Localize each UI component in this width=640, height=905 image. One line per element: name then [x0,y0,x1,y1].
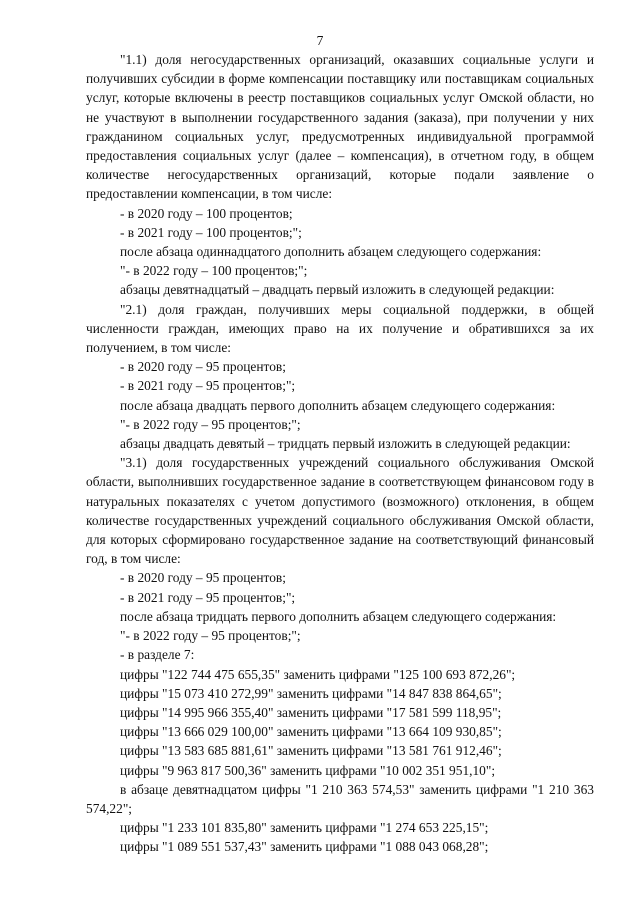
list-item-2021: - в 2021 году – 95 процентов;"; [120,378,296,394]
list-item-2022: "- в 2022 году – 95 процентов;"; [120,628,301,644]
paragraph-3-1: "3.1) доля государственных учреждений социального обслуживания Омской области, выполнивших государственное задание в соответствующем финансовом году в натуральных показателях с учетом допустимого (возможного) отклонения, в общем количестве государственных учреждений социального обслуживания Омской области, для которых сформировано государственное задание на соответствующий финансовый год, в том числе: [86,455,594,567]
page-number: 7 [316,33,324,48]
replacement-line: цифры "13 666 029 100,00" заменить цифрами "13 664 109 930,85"; [120,724,502,740]
instruction-paragraph: после абзаца тридцать первого дополнить абзацем следующего содержания: [120,608,557,624]
list-item-2020: - в 2020 году – 95 процентов; [120,359,286,375]
replacement-paragraph: в абзаце девятнадцатом цифры "1 210 363 574,53" заменить цифрами "1 210 363 574,22"; [86,781,594,816]
paragraph-1-1: "1.1) доля негосударственных организаций, оказавших социальные услуги и получивших субсидии в форме компенсации поставщику или поставщикам социальных услуг, которые включены в реестр поставщиков социальных услуг Омской области, но не участвуют в выполнении государственного задания (заказа), при получении у них гражданином социальных услуг, предусмотренных индивидуальной программой предоставления социальных услуг (далее – компенсация), в отчетном году, в общем количестве негосударственных организаций, которые подали заявление о предоставлении компенсации, в том числе: [86,52,594,202]
replacement-line: цифры "14 995 966 355,40" заменить цифрами "17 581 599 118,95"; [120,704,502,720]
replacement-line: цифры "15 073 410 272,99" заменить цифрами "14 847 838 864,65"; [120,685,502,701]
list-item-2020: - в 2020 году – 100 процентов; [120,205,293,221]
replacement-line: цифры "122 744 475 655,35" заменить цифрами "125 100 693 872,26"; [120,666,516,682]
instruction-paragraph: абзацы девятнадцатый – двадцать первый изложить в следующей редакции: [120,282,555,298]
list-item-2022: "- в 2022 году – 95 процентов;"; [120,416,301,432]
instruction-paragraph: абзацы двадцать девятый – тридцать первый изложить в следующей редакции: [120,436,571,452]
list-item-2022: "- в 2022 году – 100 процентов;"; [120,263,308,279]
paragraph-2-1: "2.1) доля граждан, получивших меры социальной поддержки, в общей численности граждан, имеющих право на их получение и обратившихся за их получением, в том числе: [86,301,594,356]
instruction-paragraph: после абзаца двадцать первого дополнить абзацем следующего содержания: [120,397,556,413]
instruction-paragraph: после абзаца одиннадцатого дополнить абзацем следующего содержания: [120,244,542,260]
list-item-2020: - в 2020 году – 95 процентов; [120,570,286,586]
document-body [86,50,594,857]
replacement-line: цифры "1 089 551 537,43" заменить цифрами "1 088 043 068,28"; [120,839,489,855]
replacement-line: цифры "9 963 817 500,36" заменить цифрами "10 002 351 951,10"; [120,762,496,778]
section-7-heading: - в разделе 7: [120,647,195,663]
list-item-2021: - в 2021 году – 95 процентов;"; [120,589,296,605]
replacement-line: цифры "13 583 685 881,61" заменить цифрами "13 581 761 912,46"; [120,743,502,759]
list-item-2021: - в 2021 году – 100 процентов;"; [120,224,302,240]
replacement-line: цифры "1 233 101 835,80" заменить цифрами "1 274 653 225,15"; [120,820,489,836]
